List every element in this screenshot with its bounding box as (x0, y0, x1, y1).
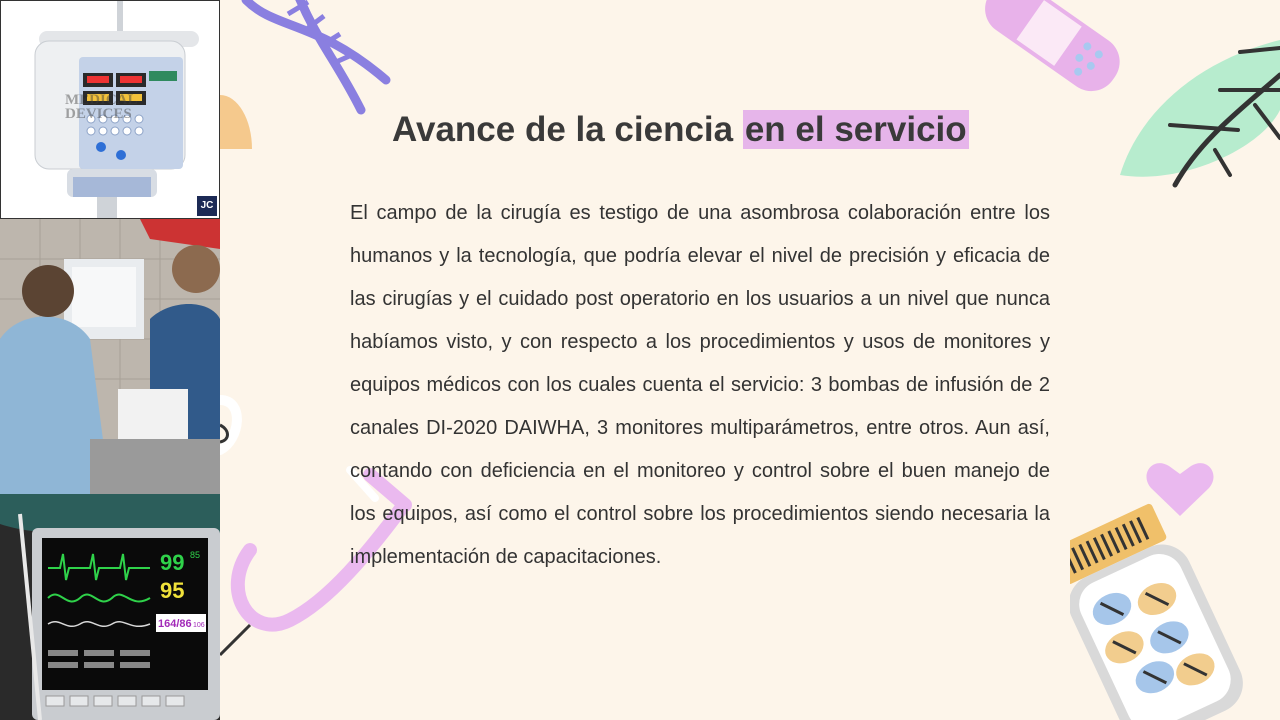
watermark-line2: DEVICES (65, 106, 132, 122)
spo2-value: 95 (160, 578, 185, 603)
patient-monitor-photo (0, 494, 220, 720)
semicircle-shape (220, 95, 252, 149)
infusion-pump-photo (0, 0, 220, 219)
nibp-mean: 106 (193, 622, 205, 629)
pr-value: 85 (190, 550, 201, 560)
logo-badge: JC (197, 196, 217, 216)
slide-title (392, 108, 969, 152)
dna-icon (236, 0, 396, 115)
title-highlight: en el servicio (744, 110, 967, 149)
nibp-value: 164/86 (158, 618, 192, 630)
body-paragraph: El campo de la cirugía es testigo de una asombrosa colaboración entre los humanos y la tecnología, que podría elevar el nivel de precisión y eficacia de las cirugías y el cuidado post operatorio en los usuarios a un nivel que nunca habíamos visto, y con respecto a los procedimientos y usos de monitores y equipos médicos con los cuales cuenta el servicio: 3 bombas de infusión de 2 canales DI-2020 DAIWHA, 3 monitores multiparámetros, entre otros. Aun así, contando con deficiencia en el monitoreo y control sobre el buen manejo de los equipos, así como el control sobre los procedimientos siendo necesaria la implementación de capacitaciones. (350, 202, 1050, 568)
title-text: Avance de la ciencia (392, 110, 743, 149)
watermark (65, 93, 138, 121)
staff-photo (0, 219, 220, 494)
watermark-line1: MEDICAL (65, 92, 138, 108)
pill-bottle-icon (1070, 495, 1280, 720)
hr-value: 99 (160, 550, 185, 575)
photo-column (0, 0, 220, 720)
leaf-icon (1120, 20, 1280, 210)
bandage-icon (970, 0, 1130, 105)
